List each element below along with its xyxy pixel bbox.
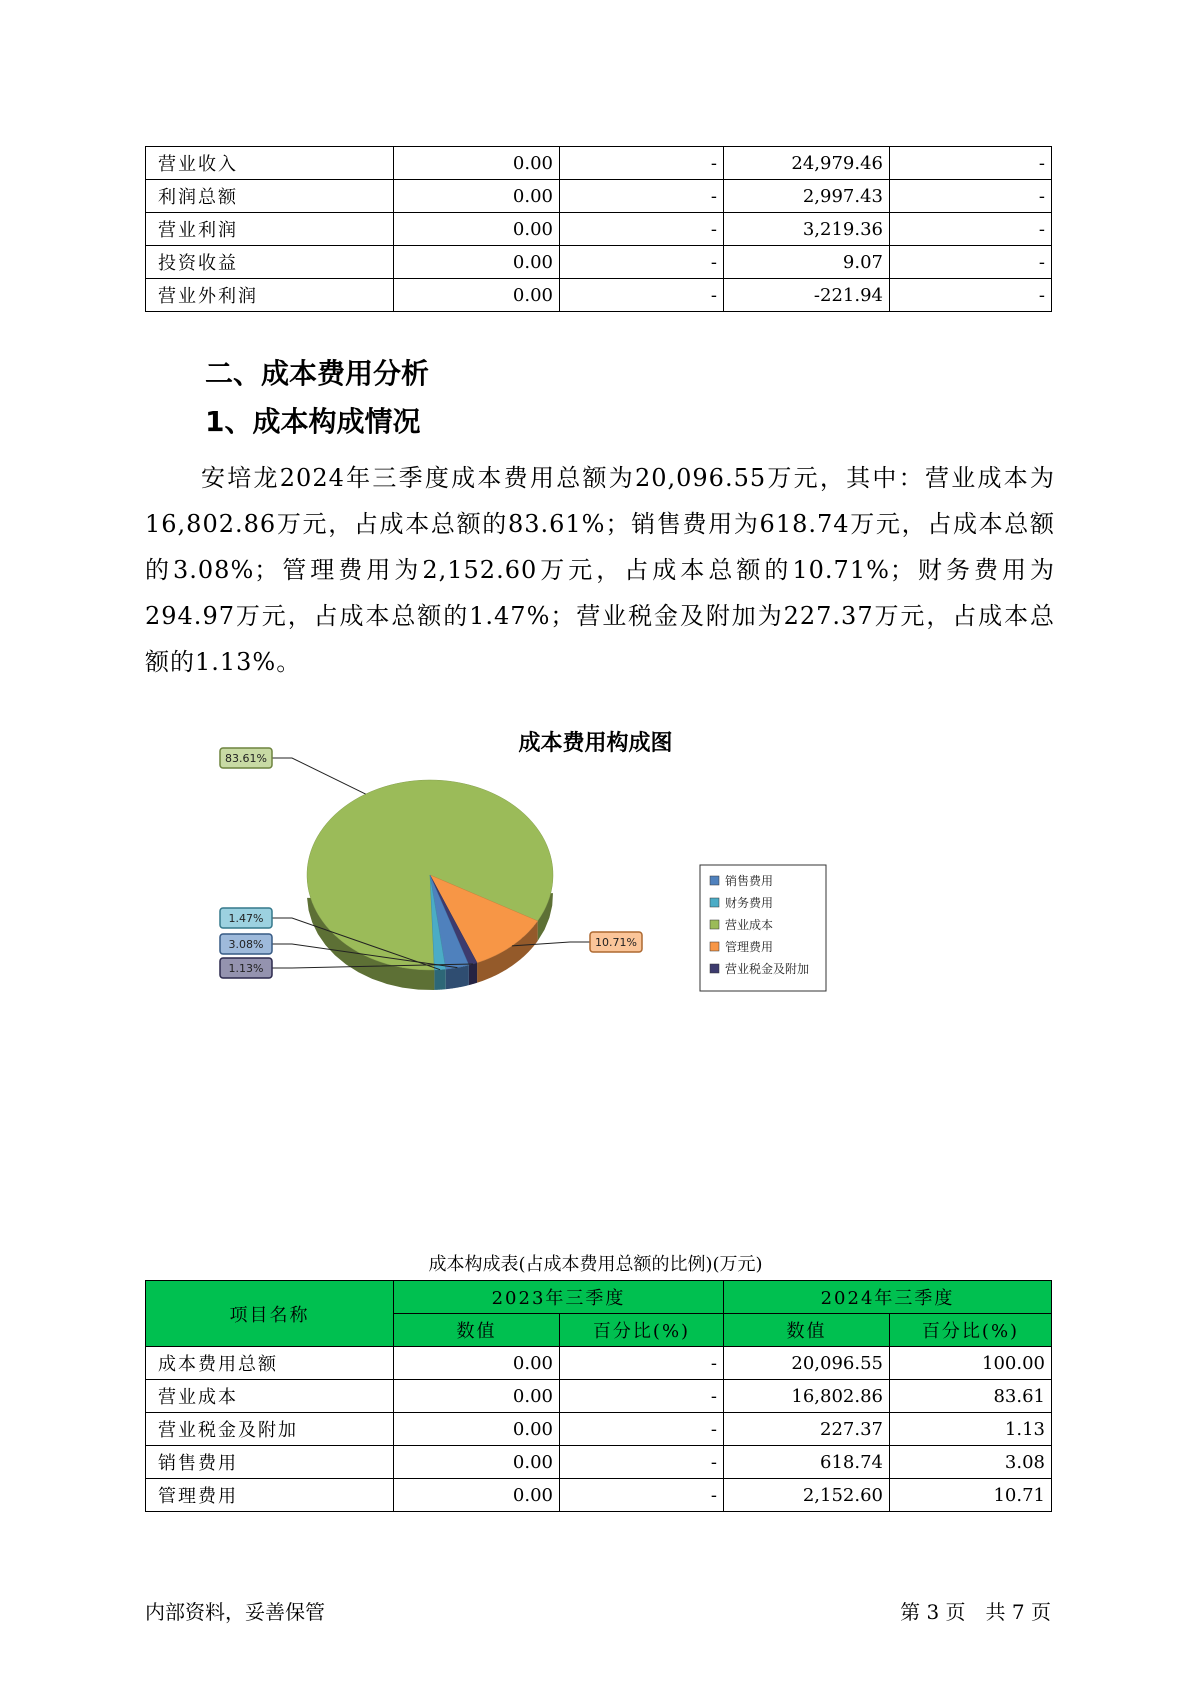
header-2023-value: 数值 <box>394 1314 560 1347</box>
leader-line-0 <box>272 758 366 794</box>
legend-label-2: 营业成本 <box>725 918 774 932</box>
row-name: 管理费用 <box>146 1479 394 1512</box>
percent-2024: - <box>890 213 1052 246</box>
footer-confidential: 内部资料，妥善保管 <box>145 1600 325 1624</box>
table-row <box>146 147 1052 180</box>
value-2024: 16,802.86 <box>724 1380 890 1413</box>
header-2023: 2023年三季度 <box>394 1281 724 1314</box>
table-row <box>146 1380 1052 1413</box>
percent-2024: 3.08 <box>890 1446 1052 1479</box>
section-title: 二、成本费用分析 <box>205 357 430 390</box>
percent-2024: - <box>890 180 1052 213</box>
legend-swatch-4 <box>710 964 719 973</box>
table-row <box>146 246 1052 279</box>
footer-page-number: 第 3 页 共 7 页 <box>900 1600 1051 1624</box>
percent-2023: - <box>560 1347 724 1380</box>
value-2023: 0.00 <box>394 180 560 213</box>
row-name: 营业成本 <box>146 1380 394 1413</box>
value-2023: 0.00 <box>394 1413 560 1446</box>
table-row <box>146 279 1052 312</box>
pie-side-4 <box>434 969 445 990</box>
table-row <box>146 213 1052 246</box>
row-name: 营业税金及附加 <box>146 1413 394 1446</box>
value-2023: 0.00 <box>394 246 560 279</box>
value-2023: 0.00 <box>394 1479 560 1512</box>
header-2024-percent: 百分比(%) <box>890 1314 1052 1347</box>
data-label-0: 83.61% <box>225 752 267 765</box>
data-label-3: 3.08% <box>228 938 264 951</box>
legend-label-3: 管理费用 <box>725 940 774 954</box>
percent-2023: - <box>560 279 724 312</box>
value-2024: -221.94 <box>724 279 890 312</box>
table-row <box>146 1479 1052 1512</box>
value-2023: 0.00 <box>394 1446 560 1479</box>
data-label-1: 10.71% <box>595 936 637 949</box>
table-row <box>146 1347 1052 1380</box>
value-2024: 3,219.36 <box>724 213 890 246</box>
income-summary-table <box>145 146 1052 312</box>
value-2024: 20,096.55 <box>724 1347 890 1380</box>
row-name: 成本费用总额 <box>146 1347 394 1380</box>
value-2024: 2,152.60 <box>724 1479 890 1512</box>
data-label-2: 1.13% <box>228 962 264 975</box>
row-name: 投资收益 <box>146 246 394 279</box>
cost-structure-table <box>145 1280 1052 1512</box>
value-2023: 0.00 <box>394 279 560 312</box>
percent-2024: - <box>890 246 1052 279</box>
percent-2024: 100.00 <box>890 1347 1052 1380</box>
value-2024: 227.37 <box>724 1413 890 1446</box>
percent-2023: - <box>560 1380 724 1413</box>
legend-swatch-1 <box>710 898 719 907</box>
legend-swatch-3 <box>710 942 719 951</box>
row-name: 营业收入 <box>146 147 394 180</box>
pie-side-2 <box>469 963 477 985</box>
header-item-name: 项目名称 <box>146 1281 394 1347</box>
percent-2024: 83.61 <box>890 1380 1052 1413</box>
chart-title: 成本费用构成图 <box>518 731 673 756</box>
table-row <box>146 1446 1052 1479</box>
cost-pie-chart <box>0 752 1191 1060</box>
percent-2023: - <box>560 180 724 213</box>
percent-2024: - <box>890 279 1052 312</box>
percent-2024: 10.71 <box>890 1479 1052 1512</box>
row-name: 营业利润 <box>146 213 394 246</box>
table-row <box>146 180 1052 213</box>
row-name: 利润总额 <box>146 180 394 213</box>
cost-table-caption: 成本构成表(占成本费用总额的比例)(万元) <box>428 1254 763 1275</box>
percent-2023: - <box>560 213 724 246</box>
table-row <box>146 1413 1052 1446</box>
value-2024: 24,979.46 <box>724 147 890 180</box>
percent-2024: 1.13 <box>890 1413 1052 1446</box>
value-2024: 2,997.43 <box>724 180 890 213</box>
data-label-4: 1.47% <box>228 912 264 925</box>
value-2024: 9.07 <box>724 246 890 279</box>
header-2024-value: 数值 <box>724 1314 890 1347</box>
percent-2024: - <box>890 147 1052 180</box>
header-2023-percent: 百分比(%) <box>560 1314 724 1347</box>
value-2023: 0.00 <box>394 1380 560 1413</box>
legend-label-4: 营业税金及附加 <box>725 962 810 976</box>
percent-2023: - <box>560 1479 724 1512</box>
value-2023: 0.00 <box>394 147 560 180</box>
legend-label-0: 销售费用 <box>725 874 774 888</box>
legend-label-1: 财务费用 <box>725 896 774 910</box>
legend-swatch-2 <box>710 920 719 929</box>
percent-2023: - <box>560 1413 724 1446</box>
cost-paragraph: 安培龙2024年三季度成本费用总额为20,096.55万元，其中：营业成本为16,802.86万元，占成本总额的83.61%；销售费用为618.74万元，占成本总额的3.08%；管理费用为2,152.60万元，占成本总额的10.71%；财务费用为294.97万元，占成本总额的1.47%；营业税金及附加为227.37万元，占成本总额的1.13%。 <box>145 464 1055 676</box>
legend-swatch-0 <box>710 876 719 885</box>
value-2023: 0.00 <box>394 213 560 246</box>
row-name: 营业外利润 <box>146 279 394 312</box>
percent-2023: - <box>560 1446 724 1479</box>
percent-2023: - <box>560 147 724 180</box>
row-name: 销售费用 <box>146 1446 394 1479</box>
percent-2023: - <box>560 246 724 279</box>
subsection-title: 1、成本构成情况 <box>205 405 421 438</box>
header-2024: 2024年三季度 <box>724 1281 1052 1314</box>
value-2024: 618.74 <box>724 1446 890 1479</box>
value-2023: 0.00 <box>394 1347 560 1380</box>
